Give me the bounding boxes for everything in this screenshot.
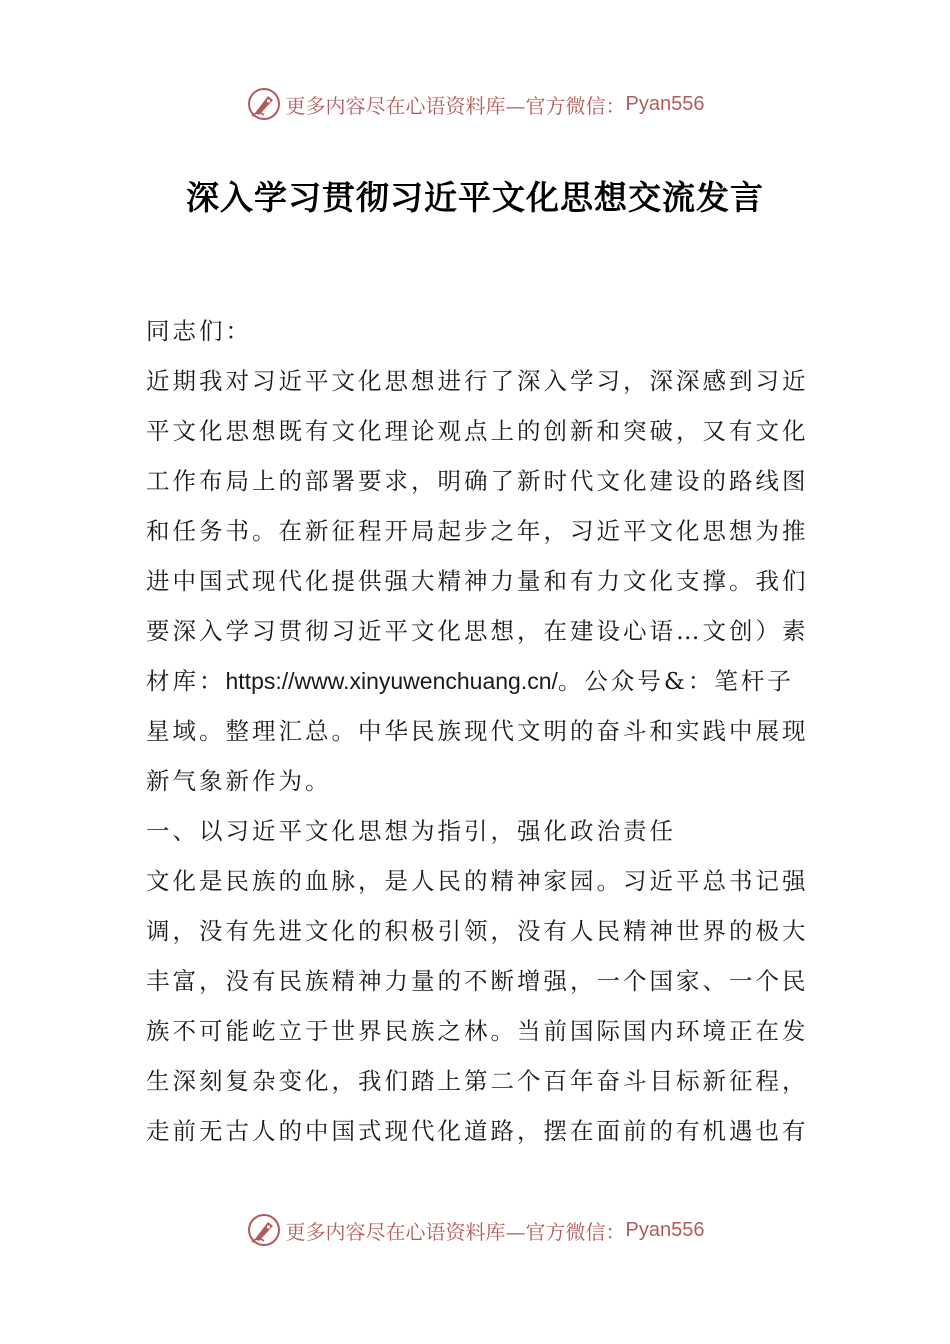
paragraph-line: 要深入学习贯彻习近平文化思想，在建设心语…文创）素 [146, 617, 809, 645]
paragraph-line: 工作布局上的部署要求，明确了新时代文化建设的路线图 [146, 467, 809, 495]
paragraph-line: 近期我对习近平文化思想进行了深入学习，深深感到习近 [146, 367, 809, 395]
paragraph-line: 调，没有先进文化的积极引领，没有人民精神世界的极大 [146, 917, 809, 945]
line-text: 。公众号&：笔杆子 [557, 667, 794, 695]
salutation: 同志们： [146, 317, 252, 345]
document-body [146, 306, 809, 1156]
paragraph-line: 生深刻复杂变化，我们踏上第二个百年奋斗目标新征程， [146, 1067, 809, 1095]
paragraph-line: 星域。整理汇总。中华民族现代文明的奋斗和实践中展现 [146, 717, 809, 745]
pen-nib-logo-icon [246, 86, 282, 122]
banner-wechat-id: Pyan556 [625, 1218, 705, 1241]
paragraph-line: 丰富，没有民族精神力量的不断增强，一个国家、一个民 [146, 967, 809, 995]
banner-text: 更多内容尽在心语资料库—官方微信： [285, 1219, 626, 1244]
banner-text: 更多内容尽在心语资料库—官方微信： [285, 93, 626, 118]
document-title: 深入学习贯彻习近平文化思想交流发言 [186, 178, 764, 217]
paragraph-line: 文化是民族的血脉，是人民的精神家园。习近平总书记强 [146, 867, 809, 895]
pen-nib-logo-icon [246, 1212, 282, 1248]
paragraph-line: 新气象新作为。 [146, 767, 332, 795]
line-text: 材库： [146, 667, 226, 695]
paragraph-line: 走前无古人的中国式现代化道路，摆在面前的有机遇也有 [146, 1117, 809, 1145]
paragraph-line: 族不可能屹立于世界民族之林。当前国际国内环境正在发 [146, 1017, 809, 1045]
paragraph-line: 进中国式现代化提供强大精神力量和有力文化支撑。我们 [146, 567, 809, 595]
paragraph-line: 平文化思想既有文化理论观点上的创新和突破，又有文化 [146, 417, 809, 445]
footer-banner [0, 1208, 950, 1252]
paragraph-line: 和任务书。在新征程开局起步之年，习近平文化思想为推 [146, 517, 809, 545]
paragraph-line [146, 656, 806, 706]
website-link[interactable]: https://www.xinyuwenchuang.cn/ [225, 668, 558, 694]
header-banner [0, 82, 950, 126]
section-heading: 一、以习近平文化思想为指引，强化政治责任 [146, 817, 676, 845]
banner-wechat-id: Pyan556 [625, 92, 705, 115]
